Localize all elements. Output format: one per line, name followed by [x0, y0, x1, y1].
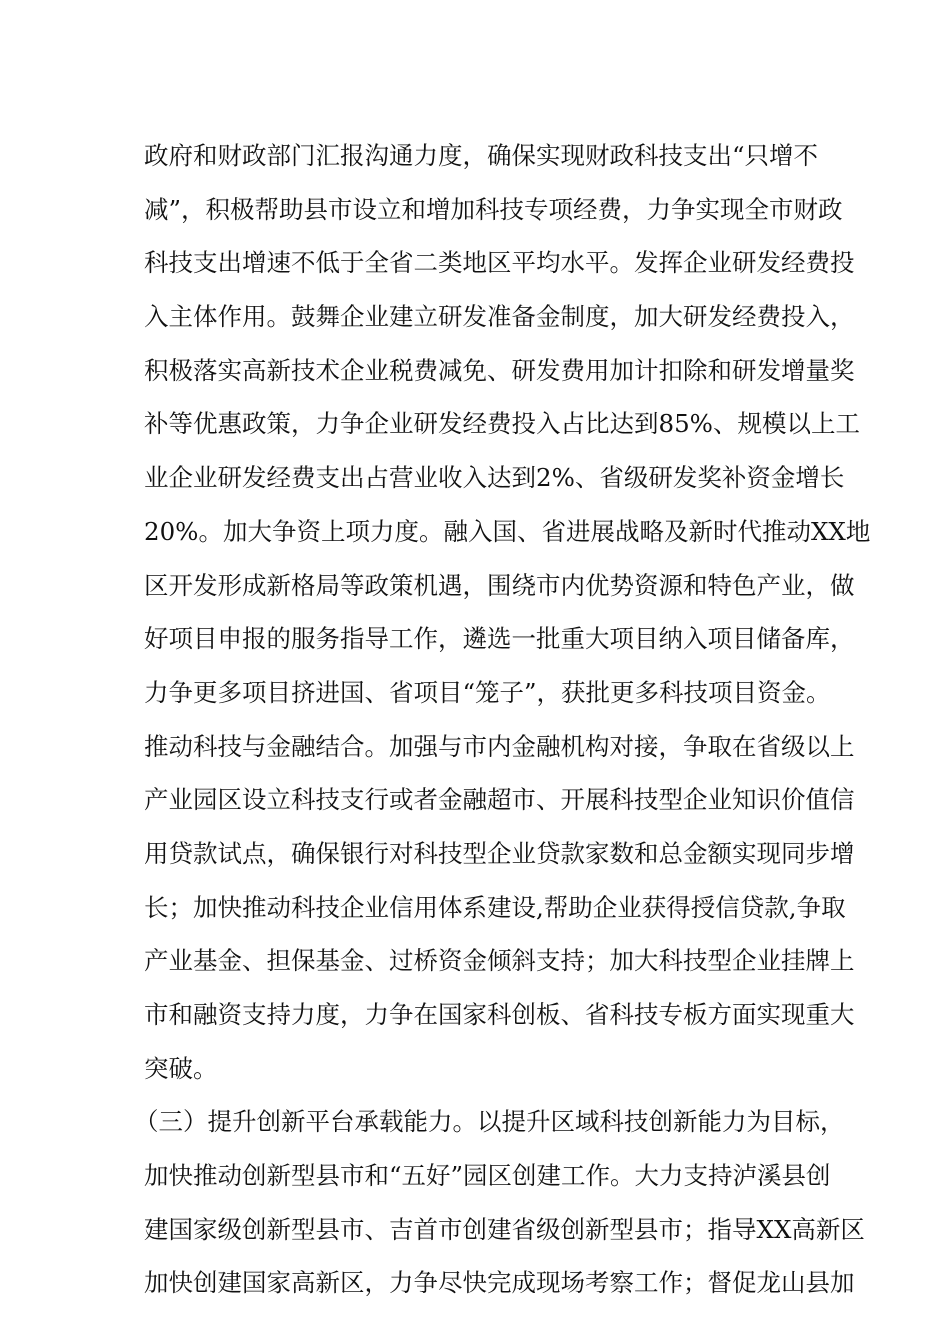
- text-line: 推动科技与金融结合。加强与市内金融机构对接，争取在省级以上: [144, 731, 855, 761]
- text-line: 产业园区设立科技支行或者金融超市、开展科技型企业知识价值信: [144, 785, 855, 815]
- section-heading-line: （三）提升创新平台承载能力。以提升区域科技创新能力为目标，: [134, 1107, 845, 1137]
- text-line: 20%。加大争资上项力度。融入国、省进展战略及新时代推动XX地: [144, 516, 871, 546]
- text-line: 政府和财政部门汇报沟通力度，确保实现财政科技支出“只增不: [144, 141, 819, 170]
- text-line: 加快创建国家高新区，力争尽快完成现场考察工作；督促龙山县加: [144, 1268, 855, 1298]
- text-line: 用贷款试点，确保银行对科技型企业贷款家数和总金额实现同步增: [144, 838, 855, 868]
- text-line: 力争更多项目挤进国、省项目“笼子”，获批更多科技项目资金。: [144, 677, 831, 707]
- text-line: 建国家级创新型县市、吉首市创建省级创新型县市；指导XX高新区: [144, 1214, 865, 1244]
- text-line: 补等优惠政策，力争企业研发经费投入占比达到85%、规模以上工: [144, 409, 860, 439]
- text-line: 好项目申报的服务指导工作，遴选一批重大项目纳入项目储备库，: [144, 624, 855, 654]
- text-line: 区开发形成新格局等政策机遇，围绕市内优势资源和特色产业，做: [144, 570, 855, 600]
- text-line: 业企业研发经费支出占营业收入达到2%、省级研发奖补资金增长: [144, 463, 845, 493]
- text-line: 产业基金、担保基金、过桥资金倾斜支持；加大科技型企业挂牌上: [144, 946, 855, 976]
- text-line: 加快推动创新型县市和“五好”园区创建工作。大力支持泸溪县创: [144, 1161, 831, 1191]
- body-text: [134, 129, 871, 1310]
- text-line: 科技支出增速不低于全省二类地区平均水平。发挥企业研发经费投: [144, 248, 855, 278]
- text-line: 入主体作用。鼓舞企业建立研发准备金制度，加大研发经费投入，: [144, 302, 855, 332]
- text-line: 市和融资支持力度，力争在国家科创板、省科技专板方面实现重大: [144, 1000, 855, 1029]
- text-line: 减”，积极帮助县市设立和增加科技专项经费，力争实现全市财政: [144, 194, 843, 224]
- text-line: 长；加快推动科技企业信用体系建设,帮助企业获得授信贷款,争取: [144, 892, 846, 922]
- text-line: 积极落实高新技术企业税费减免、研发费用加计扣除和研发增量奖: [144, 355, 855, 385]
- text-line: 突破。: [144, 1053, 218, 1083]
